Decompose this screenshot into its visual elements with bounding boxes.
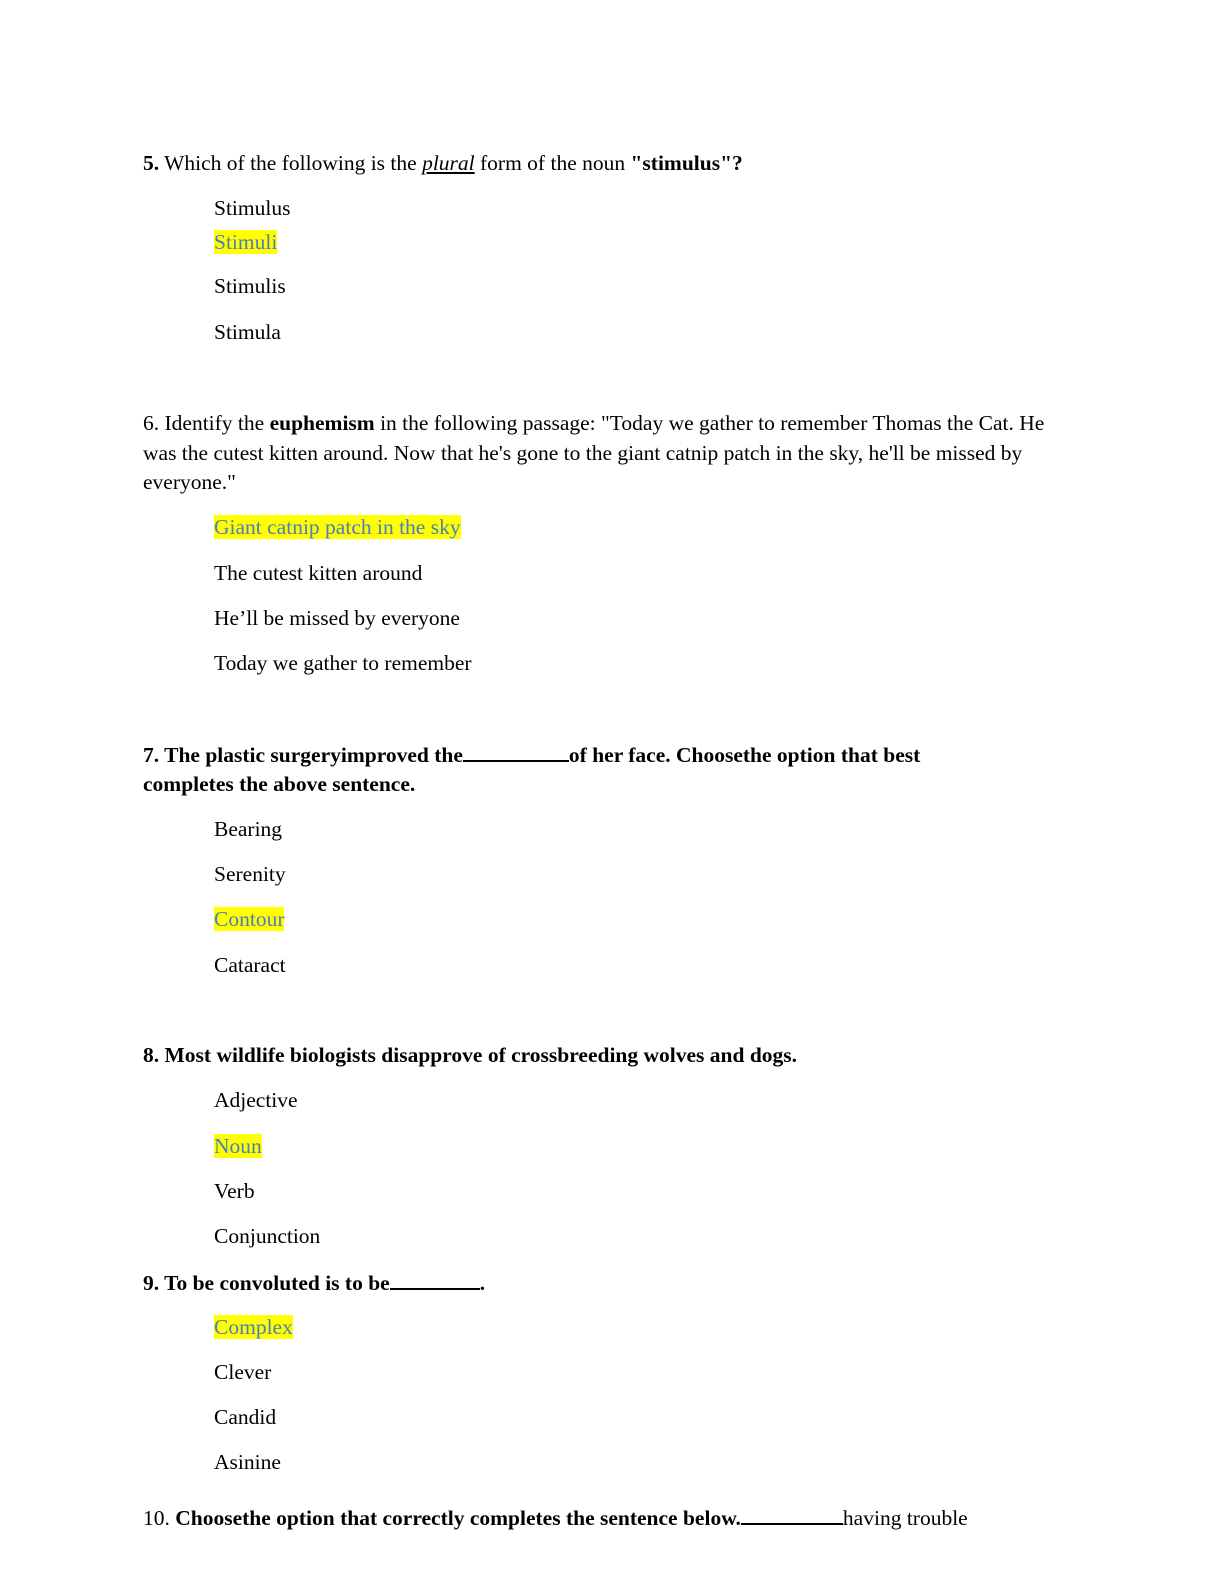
question-text: form of the noun: [474, 151, 631, 175]
question-6: [143, 409, 1083, 498]
option[interactable]: Today we gather to remember: [214, 651, 472, 675]
option[interactable]: Verb: [214, 1179, 255, 1203]
question-7: [143, 740, 920, 769]
question-text: 7. The plastic surgeryimproved the: [143, 743, 463, 767]
question-9: [143, 1268, 485, 1297]
option-answer[interactable]: Noun: [214, 1134, 262, 1158]
question-text: having trouble: [842, 1506, 968, 1530]
option[interactable]: Bearing: [214, 817, 283, 841]
question-term: euphemism: [269, 411, 375, 435]
question-text: Which of the following is the: [159, 151, 423, 175]
question-text: completes the above sentence.: [143, 772, 416, 796]
option[interactable]: Asinine: [214, 1450, 281, 1474]
question-passage: in the following passage: "Today we gather to remember Thomas the Cat. He was the cutest kitten around. Now that he's gone to the giant catnip patch in the sky, he'll be missed by everyone.": [143, 411, 1045, 494]
question-number: 5.: [143, 151, 160, 175]
option-answer[interactable]: Giant catnip patch in the sky: [214, 515, 461, 539]
question-10: [143, 1503, 968, 1532]
option[interactable]: He’ll be missed by everyone: [214, 606, 460, 630]
answer-blank: [390, 1268, 480, 1290]
question-number: 10.: [143, 1506, 176, 1530]
option-answer[interactable]: Contour: [214, 907, 285, 931]
answer-blank: [741, 1503, 843, 1525]
question-5: [143, 149, 743, 177]
option[interactable]: Cataract: [214, 953, 286, 977]
option[interactable]: Adjective: [214, 1088, 298, 1112]
option[interactable]: Stimula: [214, 320, 281, 344]
question-text: 6. Identify the: [143, 411, 270, 435]
option[interactable]: Candid: [214, 1405, 277, 1429]
option[interactable]: Clever: [214, 1360, 272, 1384]
question-term: "stimulus"?: [630, 151, 743, 175]
question-text: of her face. Choosethe option that best: [568, 743, 921, 767]
question-7-line-2: [143, 770, 415, 798]
question-text: 9. To be convoluted is to be: [143, 1271, 390, 1295]
option[interactable]: Stimulus: [214, 196, 291, 220]
option[interactable]: Serenity: [214, 862, 286, 886]
question-text: Choosethe option that correctly completes the sentence below.: [175, 1506, 741, 1530]
emphasis-word: plural: [422, 151, 475, 175]
answer-blank: [463, 740, 569, 762]
option-answer[interactable]: Stimuli: [214, 230, 278, 254]
option-answer[interactable]: Complex: [214, 1315, 293, 1339]
option[interactable]: Conjunction: [214, 1224, 321, 1248]
question-8: [143, 1041, 797, 1069]
option[interactable]: Stimulis: [214, 274, 286, 298]
question-text: 8. Most wildlife biologists disapprove of crossbreeding wolves and dogs.: [143, 1043, 798, 1067]
question-text: .: [479, 1271, 486, 1295]
option[interactable]: The cutest kitten around: [214, 561, 423, 585]
